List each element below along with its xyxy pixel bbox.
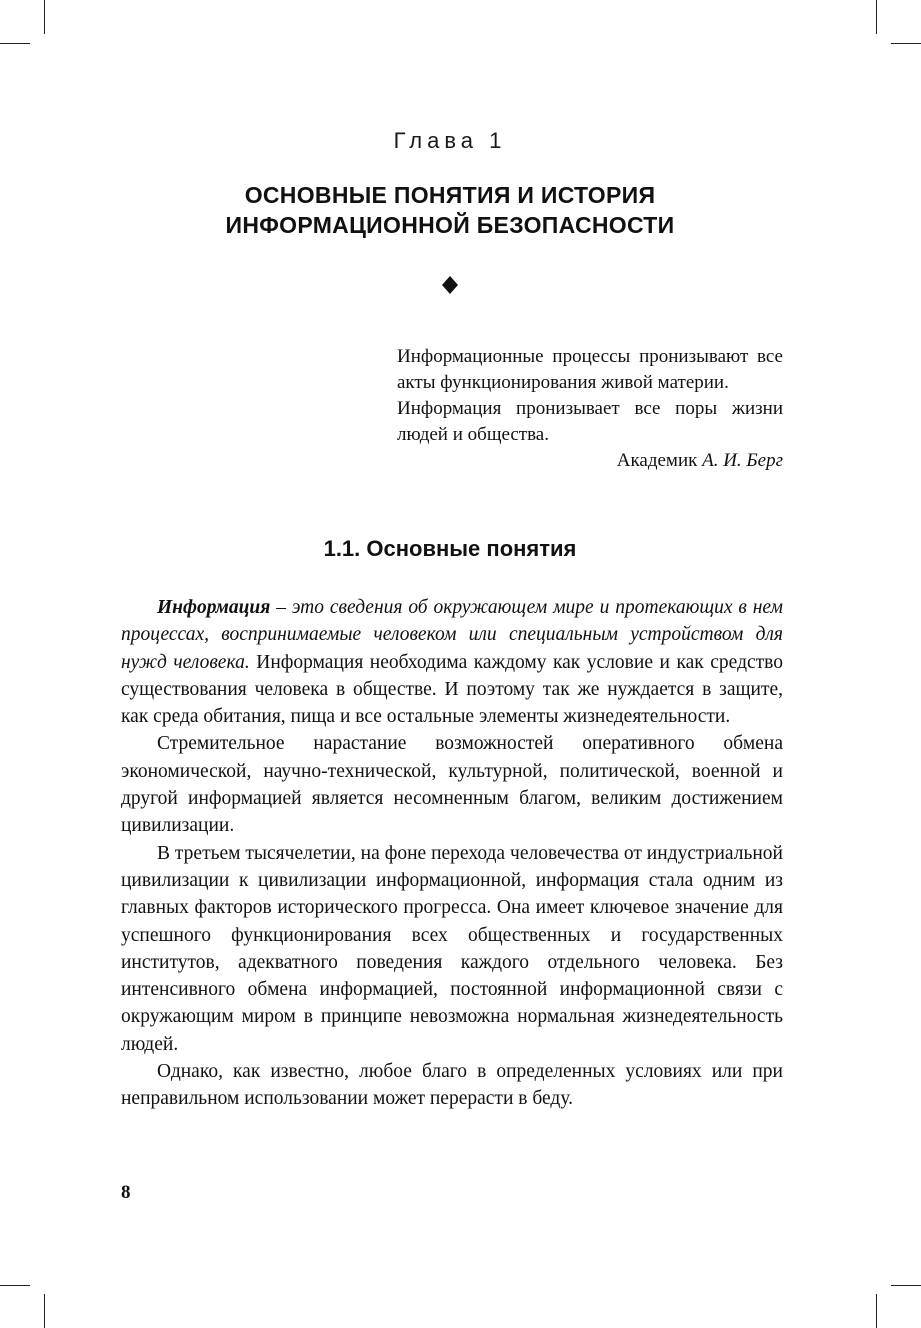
section-title: 1.1. Основные понятия: [323, 536, 577, 561]
attribution-prefix: Академик: [616, 450, 703, 471]
chapter-title-line-2: ИНФОРМАЦИОННОЙ БЕЗОПАСНОСТИ: [225, 212, 675, 238]
chapter-title-line-1: ОСНОВНЫЕ ПОНЯТИЯ И ИСТОРИЯ: [244, 182, 656, 208]
attribution-name: А. И. Берг: [702, 450, 783, 471]
crop-mark-bottom-left-h: [0, 1285, 30, 1286]
crop-mark-top-left-h: [0, 43, 30, 44]
chapter-title: [0, 180, 900, 240]
crop-mark-bottom-right-h: [891, 1285, 921, 1286]
crop-mark-top-right: [876, 0, 877, 34]
epigraph-attribution: [397, 448, 783, 474]
body-paragraph-1-rest: Информация необходима каждому как условие и как средство существования человека в обществе. И поэтому так же нуждается в защите, как среда обитания, пища и все остальные элементы жизнедеятельности.: [121, 651, 783, 728]
chapter-label: Глава 1: [393, 128, 507, 153]
definition-text: – это сведения об окружающем мире и протекающих в нем процессах, воспринимаемые человеком или специальным устройством для нужд человека.: [121, 597, 783, 673]
epigraph: [397, 344, 783, 474]
body-text: [121, 594, 783, 1113]
crop-mark-bottom-left: [44, 1294, 45, 1328]
crop-mark-bottom-right: [876, 1294, 877, 1328]
body-paragraph-2: Стремительное нарастание возможностей оперативного обмена экономической, научно-технической, культурной, политической, военной и другой информацией является несомненным благом, великим достижением цивилизации.: [121, 733, 783, 837]
diamond-ornament-icon: [441, 276, 459, 294]
epigraph-paragraph-2: Информация пронизывает все поры жизни людей и общества.: [397, 398, 783, 445]
definition-term: Информация: [157, 597, 271, 618]
body-paragraph-4: Однако, как известно, любое благо в определенных условиях или при неправильном использовании может перерасти в беду.: [121, 1061, 783, 1110]
crop-mark-top-left: [44, 0, 45, 34]
body-paragraph-1: [121, 594, 783, 730]
crop-mark-top-right-h: [891, 43, 921, 44]
body-paragraph-3: В третьем тысячелетии, на фоне перехода человечества от индустриальной цивилизации к цивилизации информационной, информация стала одним из главных факторов исторического прогресса. Она имеет ключевое значение для успешного функционирования всех общественных и государственных институтов, адекватного поведения каждого отдельного человека. Без интенсивного обмена информацией, постоянной информационной связи с окружающим миром в принципе невозможна нормальная жизнедеятельность людей.: [121, 842, 783, 1055]
epigraph-paragraph-1: Информационные процессы пронизывают все акты функционирования живой материи.: [397, 346, 783, 393]
page-number: 8: [121, 1182, 131, 1203]
